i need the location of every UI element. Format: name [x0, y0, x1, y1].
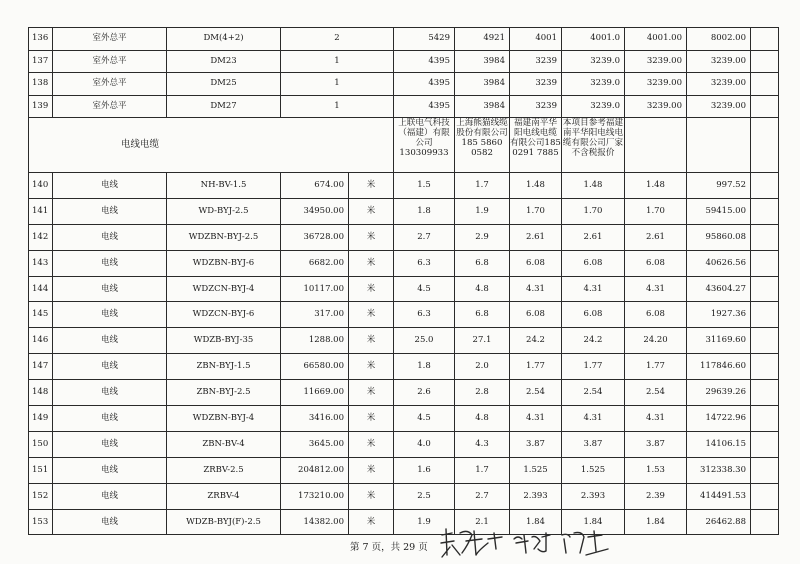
empty-cell [751, 28, 779, 51]
table-row [29, 483, 779, 509]
quote-3: 1.525 [510, 457, 562, 483]
item-spec: ZRBV-2.5 [167, 457, 281, 483]
item-name: 室外总平 [53, 95, 167, 118]
quote-1: 1.9 [394, 509, 455, 535]
quote-3: 6.08 [510, 302, 562, 328]
quote-4: 24.2 [562, 328, 625, 354]
item-spec: DM27 [167, 95, 281, 118]
item-spec: ZBN-BYJ-1.5 [167, 354, 281, 380]
item-name: 电线 [53, 250, 167, 276]
line-total: 1927.36 [687, 302, 751, 328]
item-name: 电线 [53, 276, 167, 302]
quote-4: 2.393 [562, 483, 625, 509]
item-name: 电线 [53, 509, 167, 535]
section-title: 电线电缆 [29, 118, 394, 173]
quote-2: 3984 [455, 95, 510, 118]
quote-2: 2.1 [455, 509, 510, 535]
table-row [29, 95, 779, 118]
table-row [29, 250, 779, 276]
empty-cell [751, 73, 779, 96]
item-name: 电线 [53, 224, 167, 250]
empty-cell [625, 118, 687, 173]
item-unit: 米 [349, 431, 394, 457]
empty-cell [751, 95, 779, 118]
item-name: 电线 [53, 431, 167, 457]
item-name: 室外总平 [53, 73, 167, 96]
item-name: 室外总平 [53, 50, 167, 73]
item-name: 电线 [53, 354, 167, 380]
quote-1: 6.3 [394, 250, 455, 276]
vendor-3: 福建南平华阳电线电缆有限公司185 0291 7885 [510, 118, 562, 173]
item-name: 电线 [53, 328, 167, 354]
quote-1: 4395 [394, 73, 455, 96]
row-number: 153 [29, 509, 53, 535]
vendor-4: 本项目参考福建南平华阳电线电缆有限公司厂家不含税报价 [562, 118, 625, 173]
item-quantity: 34950.00 [281, 198, 349, 224]
table-row [29, 457, 779, 483]
table-row [29, 224, 779, 250]
line-total: 14722.96 [687, 406, 751, 432]
unit-price: 1.48 [625, 173, 687, 199]
item-spec: WDZB-BYJ(F)-2.5 [167, 509, 281, 535]
quote-1: 2.7 [394, 224, 455, 250]
quote-3: 24.2 [510, 328, 562, 354]
item-quantity: 674.00 [281, 173, 349, 199]
unit-price: 1.70 [625, 198, 687, 224]
line-total: 3239.00 [687, 95, 751, 118]
empty-cell [751, 276, 779, 302]
row-number: 144 [29, 276, 53, 302]
item-spec: WDZCN-BYJ-6 [167, 302, 281, 328]
quote-4: 1.525 [562, 457, 625, 483]
empty-cell [751, 173, 779, 199]
quote-1: 6.3 [394, 302, 455, 328]
line-total: 3239.00 [687, 73, 751, 96]
item-name: 电线 [53, 457, 167, 483]
item-name: 电线 [53, 198, 167, 224]
unit-price: 3.87 [625, 431, 687, 457]
item-unit: 米 [349, 198, 394, 224]
table-row [29, 276, 779, 302]
line-total: 59415.00 [687, 198, 751, 224]
item-spec: WDZBN-BYJ-4 [167, 406, 281, 432]
item-unit: 米 [349, 224, 394, 250]
item-spec: DM(4+2) [167, 28, 281, 51]
quote-4: 1.70 [562, 198, 625, 224]
empty-cell [751, 250, 779, 276]
line-total: 31169.60 [687, 328, 751, 354]
unit-price: 2.54 [625, 380, 687, 406]
quote-1: 5429 [394, 28, 455, 51]
quote-1: 1.6 [394, 457, 455, 483]
quote-2: 1.7 [455, 457, 510, 483]
item-spec: DM25 [167, 73, 281, 96]
line-total: 414491.53 [687, 483, 751, 509]
item-quantity: 10117.00 [281, 276, 349, 302]
row-number: 138 [29, 73, 53, 96]
item-unit: 米 [349, 380, 394, 406]
item-unit: 米 [349, 509, 394, 535]
unit-price: 1.84 [625, 509, 687, 535]
quote-3: 3.87 [510, 431, 562, 457]
item-spec: ZBN-BYJ-2.5 [167, 380, 281, 406]
quote-4: 1.84 [562, 509, 625, 535]
table-row [29, 509, 779, 535]
table-row [29, 173, 779, 199]
quote-1: 4395 [394, 95, 455, 118]
row-number: 147 [29, 354, 53, 380]
item-quantity: 14382.00 [281, 509, 349, 535]
quote-3: 1.48 [510, 173, 562, 199]
item-spec: WD-BYJ-2.5 [167, 198, 281, 224]
item-unit: 米 [349, 354, 394, 380]
item-quantity: 6682.00 [281, 250, 349, 276]
item-spec: ZBN-BV-4 [167, 431, 281, 457]
empty-cell [751, 457, 779, 483]
empty-cell [751, 224, 779, 250]
item-quantity: 66580.00 [281, 354, 349, 380]
row-number: 141 [29, 198, 53, 224]
table-row [29, 406, 779, 432]
quote-2: 3984 [455, 73, 510, 96]
quote-1: 1.8 [394, 198, 455, 224]
table-row [29, 50, 779, 73]
line-total: 95860.08 [687, 224, 751, 250]
item-name: 电线 [53, 380, 167, 406]
unit-price: 3239.00 [625, 95, 687, 118]
quote-1: 2.5 [394, 483, 455, 509]
table-row [29, 431, 779, 457]
unit-price: 4001.00 [625, 28, 687, 51]
item-unit: 米 [349, 250, 394, 276]
item-quantity: 1288.00 [281, 328, 349, 354]
item-spec: WDZBN-BYJ-6 [167, 250, 281, 276]
item-quantity: 173210.00 [281, 483, 349, 509]
quote-4: 4.31 [562, 406, 625, 432]
empty-cell [751, 406, 779, 432]
item-spec: WDZCN-BYJ-4 [167, 276, 281, 302]
item-quantity: 3645.00 [281, 431, 349, 457]
empty-cell [751, 302, 779, 328]
quote-3: 4.31 [510, 276, 562, 302]
unit-price: 4.31 [625, 276, 687, 302]
item-unit: 米 [349, 457, 394, 483]
unit-price: 4.31 [625, 406, 687, 432]
quote-3: 1.70 [510, 198, 562, 224]
item-name: 电线 [53, 483, 167, 509]
empty-cell [751, 431, 779, 457]
empty-cell [751, 198, 779, 224]
quote-2: 4.3 [455, 431, 510, 457]
line-total: 26462.88 [687, 509, 751, 535]
row-number: 150 [29, 431, 53, 457]
item-spec: WDZB-BYJ-35 [167, 328, 281, 354]
row-number: 140 [29, 173, 53, 199]
row-number: 151 [29, 457, 53, 483]
quote-4: 6.08 [562, 250, 625, 276]
item-quantity: 36728.00 [281, 224, 349, 250]
row-number: 136 [29, 28, 53, 51]
quote-3: 2.54 [510, 380, 562, 406]
line-total: 43604.27 [687, 276, 751, 302]
quote-3: 4.31 [510, 406, 562, 432]
quote-4: 1.48 [562, 173, 625, 199]
section-header [29, 118, 779, 173]
item-spec: WDZBN-BYJ-2.5 [167, 224, 281, 250]
unit-price: 3239.00 [625, 50, 687, 73]
empty-cell [751, 354, 779, 380]
quote-4: 4.31 [562, 276, 625, 302]
item-quantity: 204812.00 [281, 457, 349, 483]
empty-cell [751, 328, 779, 354]
quote-4: 3239.0 [562, 95, 625, 118]
item-spec: NH-BV-1.5 [167, 173, 281, 199]
row-number: 148 [29, 380, 53, 406]
quote-2: 27.1 [455, 328, 510, 354]
empty-cell [751, 380, 779, 406]
line-total: 997.52 [687, 173, 751, 199]
item-name: 电线 [53, 302, 167, 328]
quote-3: 1.84 [510, 509, 562, 535]
quote-2: 2.7 [455, 483, 510, 509]
unit-price: 2.61 [625, 224, 687, 250]
item-quantity: 2 [281, 28, 394, 51]
quote-1: 4.0 [394, 431, 455, 457]
quote-2: 1.9 [455, 198, 510, 224]
quote-1: 2.6 [394, 380, 455, 406]
unit-price: 24.20 [625, 328, 687, 354]
quote-3: 6.08 [510, 250, 562, 276]
top-rows [29, 28, 779, 118]
quote-2: 6.8 [455, 302, 510, 328]
unit-price: 1.77 [625, 354, 687, 380]
quote-2: 6.8 [455, 250, 510, 276]
line-total: 312338.30 [687, 457, 751, 483]
unit-price: 1.53 [625, 457, 687, 483]
price-table [28, 27, 779, 535]
quote-2: 3984 [455, 50, 510, 73]
row-number: 143 [29, 250, 53, 276]
row-number: 139 [29, 95, 53, 118]
table-row [29, 380, 779, 406]
row-number: 142 [29, 224, 53, 250]
quote-4: 2.54 [562, 380, 625, 406]
quote-4: 3.87 [562, 431, 625, 457]
quote-3: 2.393 [510, 483, 562, 509]
item-unit: 米 [349, 483, 394, 509]
quote-3: 3239 [510, 50, 562, 73]
page-footer: 第 7 页，共 29 页 [350, 542, 428, 553]
line-total: 8002.00 [687, 28, 751, 51]
item-quantity: 1 [281, 95, 394, 118]
line-total: 29639.26 [687, 380, 751, 406]
empty-cell [687, 118, 751, 173]
item-unit: 米 [349, 406, 394, 432]
row-number: 146 [29, 328, 53, 354]
quote-4: 2.61 [562, 224, 625, 250]
quote-2: 4.8 [455, 276, 510, 302]
table-row [29, 328, 779, 354]
empty-cell [751, 50, 779, 73]
unit-price: 6.08 [625, 250, 687, 276]
table-row [29, 28, 779, 51]
quote-3: 3239 [510, 73, 562, 96]
item-rows [29, 173, 779, 535]
handwritten-signature [438, 525, 618, 561]
item-quantity: 1 [281, 50, 394, 73]
line-total: 40626.56 [687, 250, 751, 276]
quote-2: 4.8 [455, 406, 510, 432]
line-total: 14106.15 [687, 431, 751, 457]
row-number: 152 [29, 483, 53, 509]
unit-price: 3239.00 [625, 73, 687, 96]
item-unit: 米 [349, 302, 394, 328]
quote-3: 2.61 [510, 224, 562, 250]
quote-4: 3239.0 [562, 73, 625, 96]
unit-price: 2.39 [625, 483, 687, 509]
quote-2: 4921 [455, 28, 510, 51]
line-total: 3239.00 [687, 50, 751, 73]
item-spec: ZRBV-4 [167, 483, 281, 509]
row-number: 137 [29, 50, 53, 73]
item-quantity: 3416.00 [281, 406, 349, 432]
empty-cell [751, 118, 779, 173]
quote-1: 4.5 [394, 406, 455, 432]
item-name: 电线 [53, 173, 167, 199]
quote-4: 6.08 [562, 302, 625, 328]
line-total: 117846.60 [687, 354, 751, 380]
table-row [29, 198, 779, 224]
quote-4: 1.77 [562, 354, 625, 380]
unit-price: 6.08 [625, 302, 687, 328]
quote-1: 1.8 [394, 354, 455, 380]
item-quantity: 1 [281, 73, 394, 96]
row-number: 149 [29, 406, 53, 432]
row-number: 145 [29, 302, 53, 328]
quote-4: 4001.0 [562, 28, 625, 51]
empty-cell [751, 483, 779, 509]
item-name: 室外总平 [53, 28, 167, 51]
table-row [29, 354, 779, 380]
empty-cell [751, 509, 779, 535]
item-quantity: 11669.00 [281, 380, 349, 406]
table-row [29, 302, 779, 328]
quote-2: 2.0 [455, 354, 510, 380]
quote-3: 4001 [510, 28, 562, 51]
vendor-2: 上海熊猫线缆股份有限公司185 5860 0582 [455, 118, 510, 173]
item-unit: 米 [349, 173, 394, 199]
quote-1: 4395 [394, 50, 455, 73]
quote-2: 1.7 [455, 173, 510, 199]
quote-2: 2.9 [455, 224, 510, 250]
vendor-1: 上联电气科技（福建）有限公司130309933 [394, 118, 455, 173]
quote-1: 4.5 [394, 276, 455, 302]
quote-3: 3239 [510, 95, 562, 118]
item-name: 电线 [53, 406, 167, 432]
item-spec: DM23 [167, 50, 281, 73]
quote-4: 3239.0 [562, 50, 625, 73]
table-row [29, 73, 779, 96]
quote-2: 2.8 [455, 380, 510, 406]
item-unit: 米 [349, 276, 394, 302]
quote-1: 25.0 [394, 328, 455, 354]
quote-3: 1.77 [510, 354, 562, 380]
item-unit: 米 [349, 328, 394, 354]
item-quantity: 317.00 [281, 302, 349, 328]
quote-1: 1.5 [394, 173, 455, 199]
